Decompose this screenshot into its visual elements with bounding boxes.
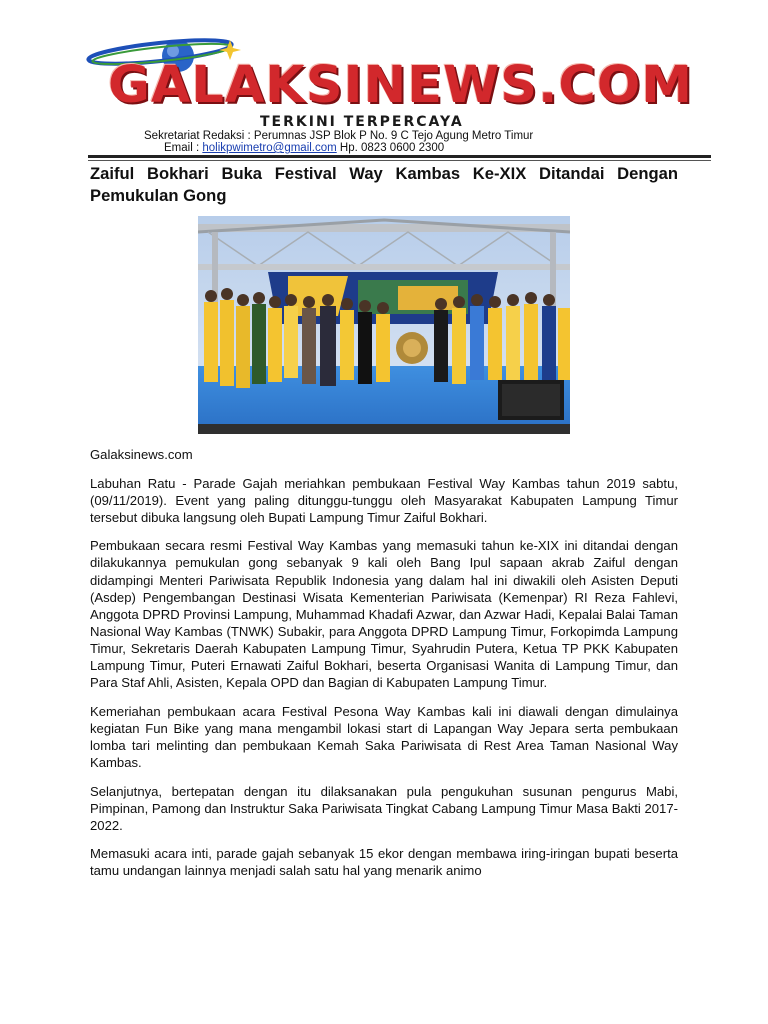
paragraph: Pembukaan secara resmi Festival Way Kambas yang memasuki tahun ke-XIX ini ditandai dengan dilakukannya pemukulan gong sebanyak 9 kali oleh Bang Ipul sapaan akrab Zaiful dengan didampingi Menteri Pariwisata Republik Indonesia yang dalam hal ini diwakili oleh Asisten Deputi (Asdep) Pengembangan Destinasi Wisata Kementerian Pariwisata (Kemenpar) RI Reza Fahlevi, Anggota DPRD Provinsi Lampung, Muhammad Khadafi Azwar, dan Azwar Hadi, Kepalai Balai Taman Nasional Way Kambas (TNWK) Subakir, para Anggota DPRD Lampung Timur, Forkopimda Lampung Timur, Sekretaris Daerah Kabupaten Lampung Timur, Syahrudin Putera, Ketua TP PKK Kabupaten Lampung Timur, Puteri Ernawati Zaiful Bokhari, beserta Organisasi Wanita di Lampung Timur, dan Para Staf Ahli, Asisten, Kepala OPD dan Bagian di Kabupaten Lampung Timur. [90,538,678,691]
header-divider-thin [88,160,711,161]
paragraph: Selanjutnya, bertepatan dengan itu dilaksanakan pula pengukuhan susunan pengurus Mabi, Pimpinan, Pamong dan Instruktur Saka Pariwisata Tingkat Cabang Lampung Timur Masa Bakti 2017-2022. [90,783,678,833]
paragraph: Labuhan Ratu - Parade Gajah meriahkan pembukaan Festival Way Kambas tahun 2019 sabtu, (09/11/2019). Event yang paling ditunggu-tunggu oleh Masyarakat Kabupaten Lampung Timur tersebut dibuka langsung oleh Bupati Lampung Timur Zaiful Bokhari. [90,475,678,525]
source-line: Galaksinews.com [90,447,193,462]
masthead [40,28,728,160]
article-body [90,446,678,891]
paragraph: Memasuki acara inti, parade gajah sebanyak 15 ekor dengan membawa iring-iringan bupati beserta tamu undangan lainnya menjadi salah satu hal yang menarik animo [90,846,678,879]
contact-line [164,141,684,156]
article-headline: Zaiful Bokhari Buka Festival Way Kambas Ke-XIX Ditandai Dengan Pemukulan Gong [90,164,678,205]
stage-crowd-photo [198,216,570,434]
brand-wordmark: GALAKSINEWS.COM [108,56,693,115]
email-label: Email : [164,142,203,154]
email-link[interactable]: holikpwimetro@gmail.com [202,142,337,154]
header-divider [88,155,711,158]
secretariat-address: Sekretariat Redaksi : Perumnas JSP Blok P No. 9 C Tejo Agung Metro Timur [144,130,534,142]
article-photo [198,216,570,434]
phone-number: Hp. 0823 0600 2300 [336,142,445,154]
paragraph: Kemeriahan pembukaan acara Festival Pesona Way Kambas kali ini diawali dengan dimulainya kegiatan Fun Bike yang mana mengambil lokasi start di Lapangan Way Jepara serta pembukaan lomba tari melinting dan pembukaan Kemah Saka Pariwisata di Rest Area Taman Nasional Way Kambas. [90,703,678,770]
tagline: TERKINI TERPERCAYA [260,114,464,130]
